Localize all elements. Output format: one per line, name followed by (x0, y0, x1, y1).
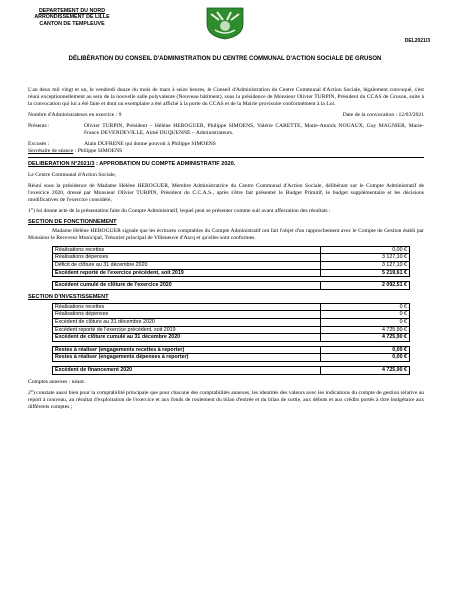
fonctionnement-title: SECTION DE FONCTIONNEMENT (28, 218, 117, 225)
presents-label: Présents : (28, 122, 50, 129)
table-cell-value: 0,00 € (321, 246, 410, 254)
table-cell-value: 4 725,90 € (321, 326, 410, 334)
intro-paragraph: L'an deux mil vingt et un, le vendredi douze du mois de mars à seize heures, le Conseil d'Administration du Centre Communal d'Action Sociale, légalement convoqué, s'est réuni exceptionnellement au sein de la nouvelle salle polyvalente (Nouveau bâtiment), sous la présidence de Monsieur Olivier TURPIN, Président du CCAS de Gruson, suite à la convocation qui lui a été faite et dont un exemplaire a été affiché à la porte du CCAS et de la Mairie provisoire conformément à la Loi. (28, 87, 424, 107)
table-row (53, 269, 410, 277)
page-title: DÉLIBÉRATION DU CONSEIL D'ADMINISTRATION DU CENTRE COMMUNAL D'ACTION SOCIALE DE GRUSON (68, 56, 382, 62)
table-cell-label: Restes à réaliser (engagements recettes à reporter) (53, 346, 321, 354)
canton-line: CANTON DE TEMPLEUVE (39, 20, 105, 27)
total-label: Excédent de clôture cumulé au 31 décembre 2020 (53, 334, 321, 342)
fonctionnement-text: Madame Hélène HEROGUER signale que les écritures comptables du Compte Administratif ont fait l'objet d'un rapprochement avec le Compte de Gestion établi par Monsieur le Receveur Municipal, Trésorier principal de Villeneuve d'Ascq et qu'elles sont conformes. (28, 227, 424, 241)
table-row (53, 303, 410, 311)
table-row (53, 254, 410, 262)
table-cell-value: 0,00 € (321, 354, 410, 362)
excuses-label: Excusés : (28, 140, 50, 147)
table-cell-label: Déficit de clôture au 31 décembre 2020 (53, 261, 321, 269)
delib-paragraph-2: Réuni sous la présidence de Madame Hélène HEROGUER, Membre Administratrice du Centre Communal d'Action Sociale, délibérant sur le Compte Administratif de l'exercice 2020, dressé par Monsieur Olivier TURPIN, Président du C.C.A.S., après s'être fait présenter le Budget Primitif, le budget supplémentaire et les décisions modificatives de l'exercice considéré, (28, 182, 424, 203)
table-cell-label: Restes à réaliser (engagements dépenses à reporter) (53, 354, 321, 362)
table-row (53, 326, 410, 334)
investissement-title: SECTION D'INVESTISSEMENT (28, 293, 109, 300)
fonctionnement-total-table (52, 281, 410, 290)
table-cell-label: Excédent reporté de l'exercice précédent, soit 2019 (53, 326, 321, 334)
table-cell-value: 5 219,61 € (321, 269, 410, 277)
table-row (53, 367, 410, 375)
document-body (28, 87, 424, 415)
table-cell-label: Réalisations recettes (53, 246, 321, 254)
table-row (53, 354, 410, 362)
table-cell-label: Excédent de clôture au 31 décembre 2020 (53, 318, 321, 326)
excuses-row (28, 141, 424, 148)
annexes-line: Comptes annexes : néant. (28, 378, 86, 385)
secretaire-label: Secrétaire de séance (28, 147, 74, 154)
administrative-header (28, 8, 116, 27)
table-row (53, 311, 410, 319)
table-cell-label: Réalisations recettes (53, 303, 321, 311)
secretaire-value: : Philippe SIMOENS (73, 147, 123, 154)
deliberation-ref: DEL2021/3 (404, 38, 430, 44)
table-cell-label: Réalisations dépenses (53, 311, 321, 319)
presents-row (28, 123, 424, 137)
excuses-list: Alain DUFRENE qui donne pouvoir à Philippe SIMOENS (84, 140, 216, 147)
table-cell-label: Réalisations dépenses (53, 254, 321, 262)
delib-paragraph-1: Le Centre Communal d'Action Sociale, (28, 171, 117, 178)
secretaire-row (28, 148, 424, 155)
table-row (53, 318, 410, 326)
table-row (53, 334, 410, 342)
delib-paragraph-4: 2°) constate aussi bien pour la comptabilité principale que pour chacune des comptabilités annexes, les identités des valeurs avec les indications du compte de gestion relative au report à nouveau, au résultat d'exploitation de l'exercice et aux fonds de roulement du bilan d'entrée et du bilan de sortie, aux débuts et aux crédits portés à titre budgétaire aux différents comptes ; (28, 389, 425, 410)
table-cell-value: 3 127,10 € (321, 261, 410, 269)
divider (28, 157, 424, 158)
fonctionnement-table (52, 246, 410, 277)
deliberation-number: DELIBERATION N°2021/3 (28, 160, 95, 167)
total-value: 2 092,51 € (321, 282, 410, 290)
table-cell-value: 0 € (321, 318, 410, 326)
table-cell-label: Excédent reporté de l'exercice précédent, soit 2019 (53, 269, 321, 277)
convocation-date: Date de la convocation : 12/03/2021 (342, 111, 424, 118)
coat-of-arms-logo (205, 6, 245, 40)
meta-row (28, 112, 424, 119)
delib-paragraph-3: 1°) lui donne acte de la présentation faite du Compte Administratif, lequel peut se présenter comme suit avant affectation des résultats : (28, 207, 331, 214)
total-value: 4 725,90 € (321, 334, 410, 342)
table-row (53, 246, 410, 254)
restes-a-realiser-table (52, 346, 410, 362)
table-cell-value: 0 € (321, 303, 410, 311)
table-cell-value: 0 € (321, 311, 410, 319)
presents-list: Olivier TURPIN, Président – Hélène HEROGUER, Philippe SIMOENS, Valérie CARETTE, Marie-Annick NOUAUX, Guy MAGNIER, Marie-France DEVENDEVILLE, Aimé DUQUENNE – Administrateurs. (84, 122, 424, 136)
total-label: Excédent cumulé de clôture de l'exercice 2020 (53, 282, 321, 290)
table-cell-value: 0,00 € (321, 346, 410, 354)
total-label: Excédent de financement 2020 (53, 367, 321, 375)
table-row (53, 261, 410, 269)
department-line: DEPARTEMENT DU NORD (38, 8, 106, 14)
deliberation-heading (28, 161, 424, 168)
arrondissement-line: ARRONDISSEMENT DE LILLE (34, 14, 110, 21)
table-row (53, 282, 410, 290)
table-cell-value: 3 127,10 € (321, 254, 410, 262)
administrators-count: Nombre d'Administrateurs en exercice : 9 (28, 111, 122, 118)
total-value: 4 725,90 € (321, 367, 410, 375)
investissement-table (52, 303, 410, 342)
table-row (53, 346, 410, 354)
financement-table (52, 366, 410, 375)
deliberation-subject: : APPROBATION DU COMPTE ADMINISTRATIF 2020. (94, 160, 236, 167)
